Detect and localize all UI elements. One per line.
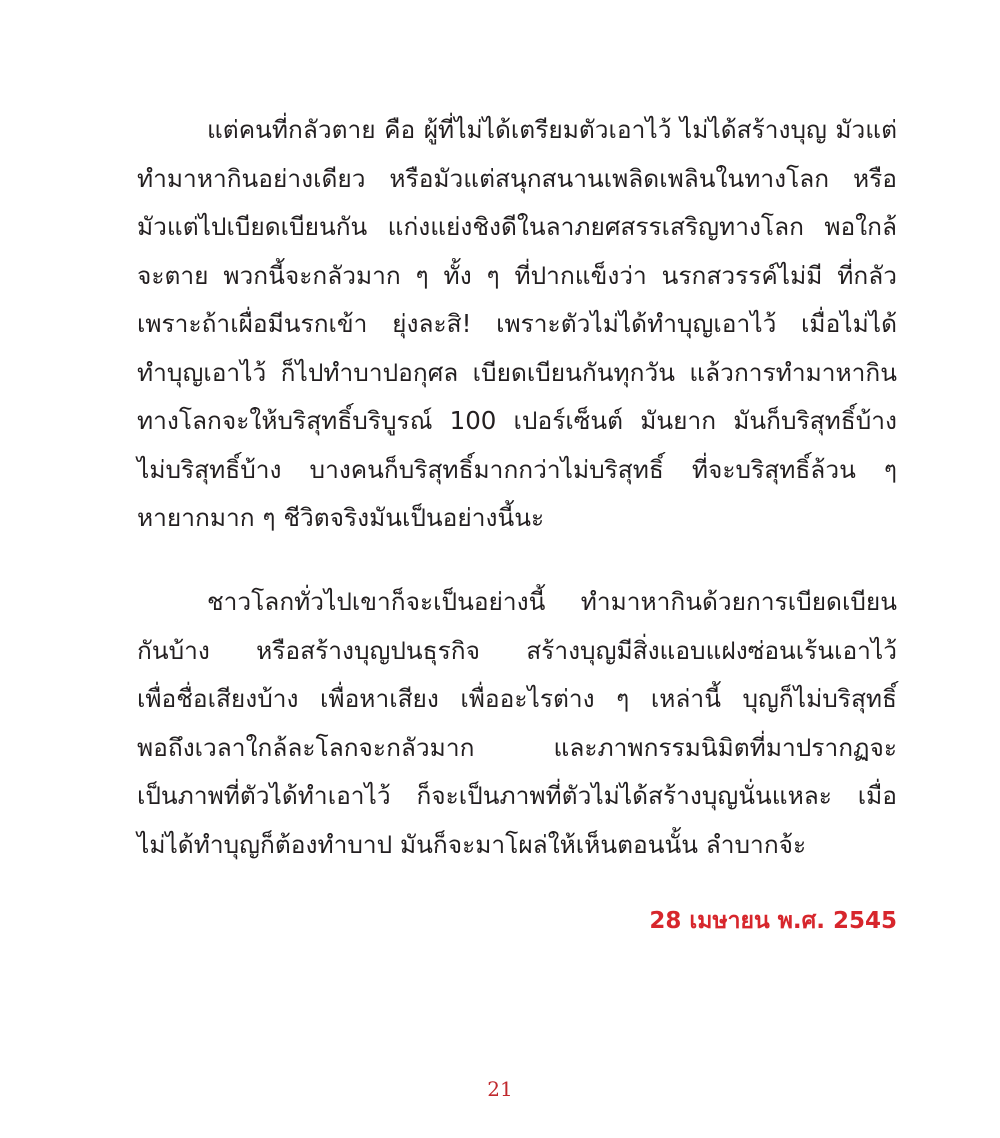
paragraph-line: ทางโลกจะให้บริสุทธิ์บริบูรณ์ 100 เปอร์เซ็นต์ มันยาก มันก็บริสุทธิ์บ้าง (137, 406, 897, 435)
paragraph-2 (137, 578, 897, 869)
paragraph-line: ทำบุญเอาไว้ ก็ไปทำบาปอกุศล เบียดเบียนกันทุกวัน แล้วการทำมาหากิน (137, 357, 897, 387)
paragraph-line: หายากมาก ๆ ชีวิตจริงมันเป็นอย่างนี้นะ (137, 503, 545, 532)
paragraph-line: มัวแต่ไปเบียดเบียนกัน แก่งแย่งชิงดีในลาภยศสรรเสริญทางโลก พอใกล้ (137, 212, 897, 241)
paragraph-line: ทำมาหากินอย่างเดียว หรือมัวแต่สนุกสนานเพลิดเพลินในทางโลก หรือ (137, 163, 897, 193)
paragraph-line: ไม่บริสุทธิ์บ้าง บางคนก็บริสุทธิ์มากกว่าไม่บริสุทธิ์ ที่จะบริสุทธิ์ล้วน ๆ (137, 454, 897, 484)
paragraph-line: เพราะถ้าเผื่อมีนรกเข้า ยุ่งละสิ! เพราะตัวไม่ได้ทำบุญเอาไว้ เมื่อไม่ได้ (137, 309, 897, 338)
paragraph-line: ชาวโลกทั่วไปเขาก็จะเป็นอย่างนี้ ทำมาหากินด้วยการเบียดเบียน (207, 587, 897, 616)
date-line: 28 เมษายน พ.ศ. 2545 (649, 908, 897, 934)
paragraph-line: จะตาย พวกนี้จะกลัวมาก ๆ ทั้ง ๆ ที่ปากแข็งว่า นรกสวรรค์ไม่มี ที่กลัว (137, 260, 897, 290)
page-number: 21 (487, 1077, 513, 1101)
paragraph-1 (137, 106, 897, 543)
paragraph-line: แต่คนที่กลัวตาย คือ ผู้ที่ไม่ได้เตรียมตัวเอาไว้ ไม่ได้สร้างบุญ มัวแต่ (207, 115, 897, 144)
paragraph-line: กันบ้าง หรือสร้างบุญปนธุรกิจ สร้างบุญมีสิ่งแอบแฝงซ่อนเร้นเอาไว้ (137, 635, 897, 665)
paragraph-line: เพื่อชื่อเสียงบ้าง เพื่อหาเสียง เพื่ออะไรต่าง ๆ เหล่านี้ บุญก็ไม่บริสุทธิ์ (137, 684, 897, 713)
paragraph-line: พอถึงเวลาใกล้ละโลกจะกลัวมาก และภาพกรรมนิมิตที่มาปรากฏจะ (137, 732, 897, 762)
paragraph-line: ไม่ได้ทำบุญก็ต้องทำบาป มันก็จะมาโผล่ให้เห็นตอนนั้น ลำบากจ้ะ (137, 829, 807, 859)
paragraph-line: เป็นภาพที่ตัวได้ทำเอาไว้ ก็จะเป็นภาพที่ตัวไม่ได้สร้างบุญนั่นแหละ เมื่อ (137, 781, 897, 810)
